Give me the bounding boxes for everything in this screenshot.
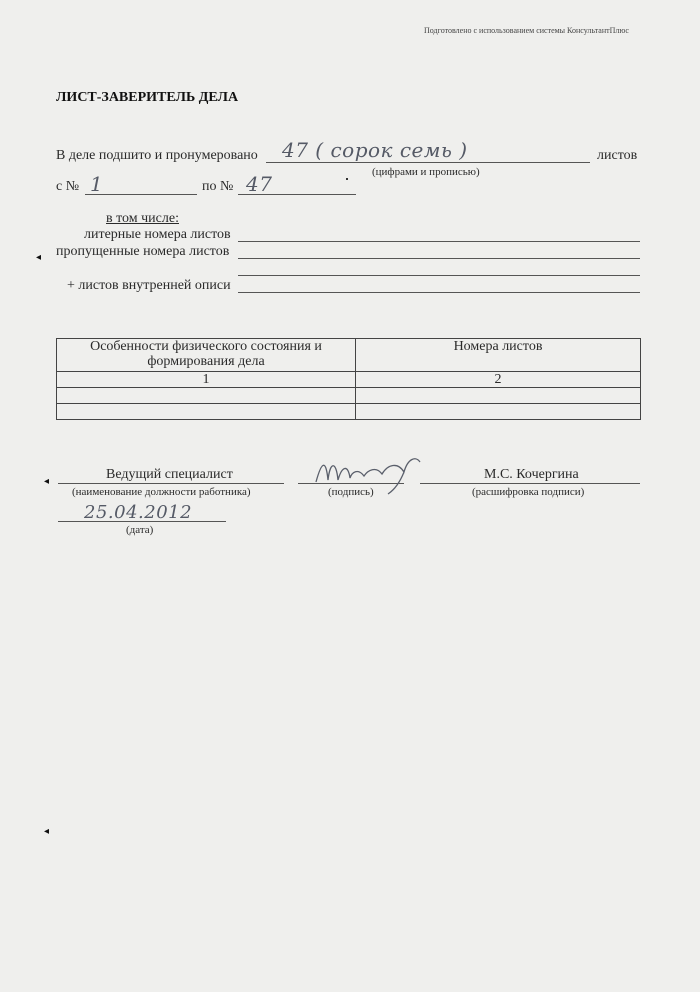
inventory-pages-underline	[238, 292, 640, 293]
page-title: ЛИСТ-ЗАВЕРИТЕЛЬ ДЕЛА	[56, 90, 239, 105]
table-cell	[356, 388, 641, 404]
filed-suffix: листов	[597, 148, 638, 163]
filed-value: 47 ( сорок семь )	[282, 138, 468, 162]
filed-hint: (цифрами и прописью)	[372, 166, 480, 178]
table-number-1: 1	[57, 372, 356, 388]
signer-name: М.С. Кочергина	[484, 467, 579, 482]
filed-underline	[266, 162, 590, 163]
letter-pages-label: литерные номера листов	[84, 227, 231, 242]
table-number-2: 2	[356, 372, 641, 388]
filed-label: В деле подшито и пронумеровано	[56, 148, 258, 163]
sign-caption: (подпись)	[328, 486, 374, 498]
date-caption: (дата)	[126, 524, 154, 536]
table-header-row	[57, 339, 641, 372]
table-header-pages: Номера листов	[356, 339, 641, 372]
physical-condition-table	[56, 338, 641, 420]
signer-name-caption: (расшифровка подписи)	[472, 486, 585, 498]
signer-name-underline	[420, 483, 640, 484]
inventory-pages-label: + листов внутренней описи	[67, 278, 231, 293]
binding-mark: ◂	[44, 476, 50, 487]
skipped-pages-underline	[238, 258, 640, 259]
table-row	[57, 404, 641, 420]
header-note: Подготовлено с использованием системы КонсультантПлюс	[424, 26, 629, 35]
table-cell	[57, 404, 356, 420]
letter-pages-underline	[238, 241, 640, 242]
range-from-label: с №	[56, 179, 80, 194]
table-header-condition: Особенности физического состояния и формирования дела	[57, 339, 356, 372]
table-number-row	[57, 372, 641, 388]
extra-underline	[238, 275, 640, 276]
position-value: Ведущий специалист	[106, 467, 233, 482]
binding-mark: ◂	[36, 252, 42, 263]
range-to-value: 47	[246, 172, 273, 196]
table-cell	[57, 388, 356, 404]
binding-mark: ◂	[44, 826, 50, 837]
position-caption: (наименование должности работника)	[72, 486, 251, 498]
date-underline	[58, 521, 226, 522]
including-label: в том числе:	[106, 211, 179, 226]
range-to-label: по №	[202, 179, 234, 194]
range-from-value: 1	[90, 172, 104, 196]
speck	[346, 178, 348, 180]
table-cell	[356, 404, 641, 420]
skipped-pages-label: пропущенные номера листов	[56, 244, 230, 259]
table-row	[57, 388, 641, 404]
date-value: 25.04.2012	[84, 502, 193, 523]
position-underline	[58, 483, 284, 484]
